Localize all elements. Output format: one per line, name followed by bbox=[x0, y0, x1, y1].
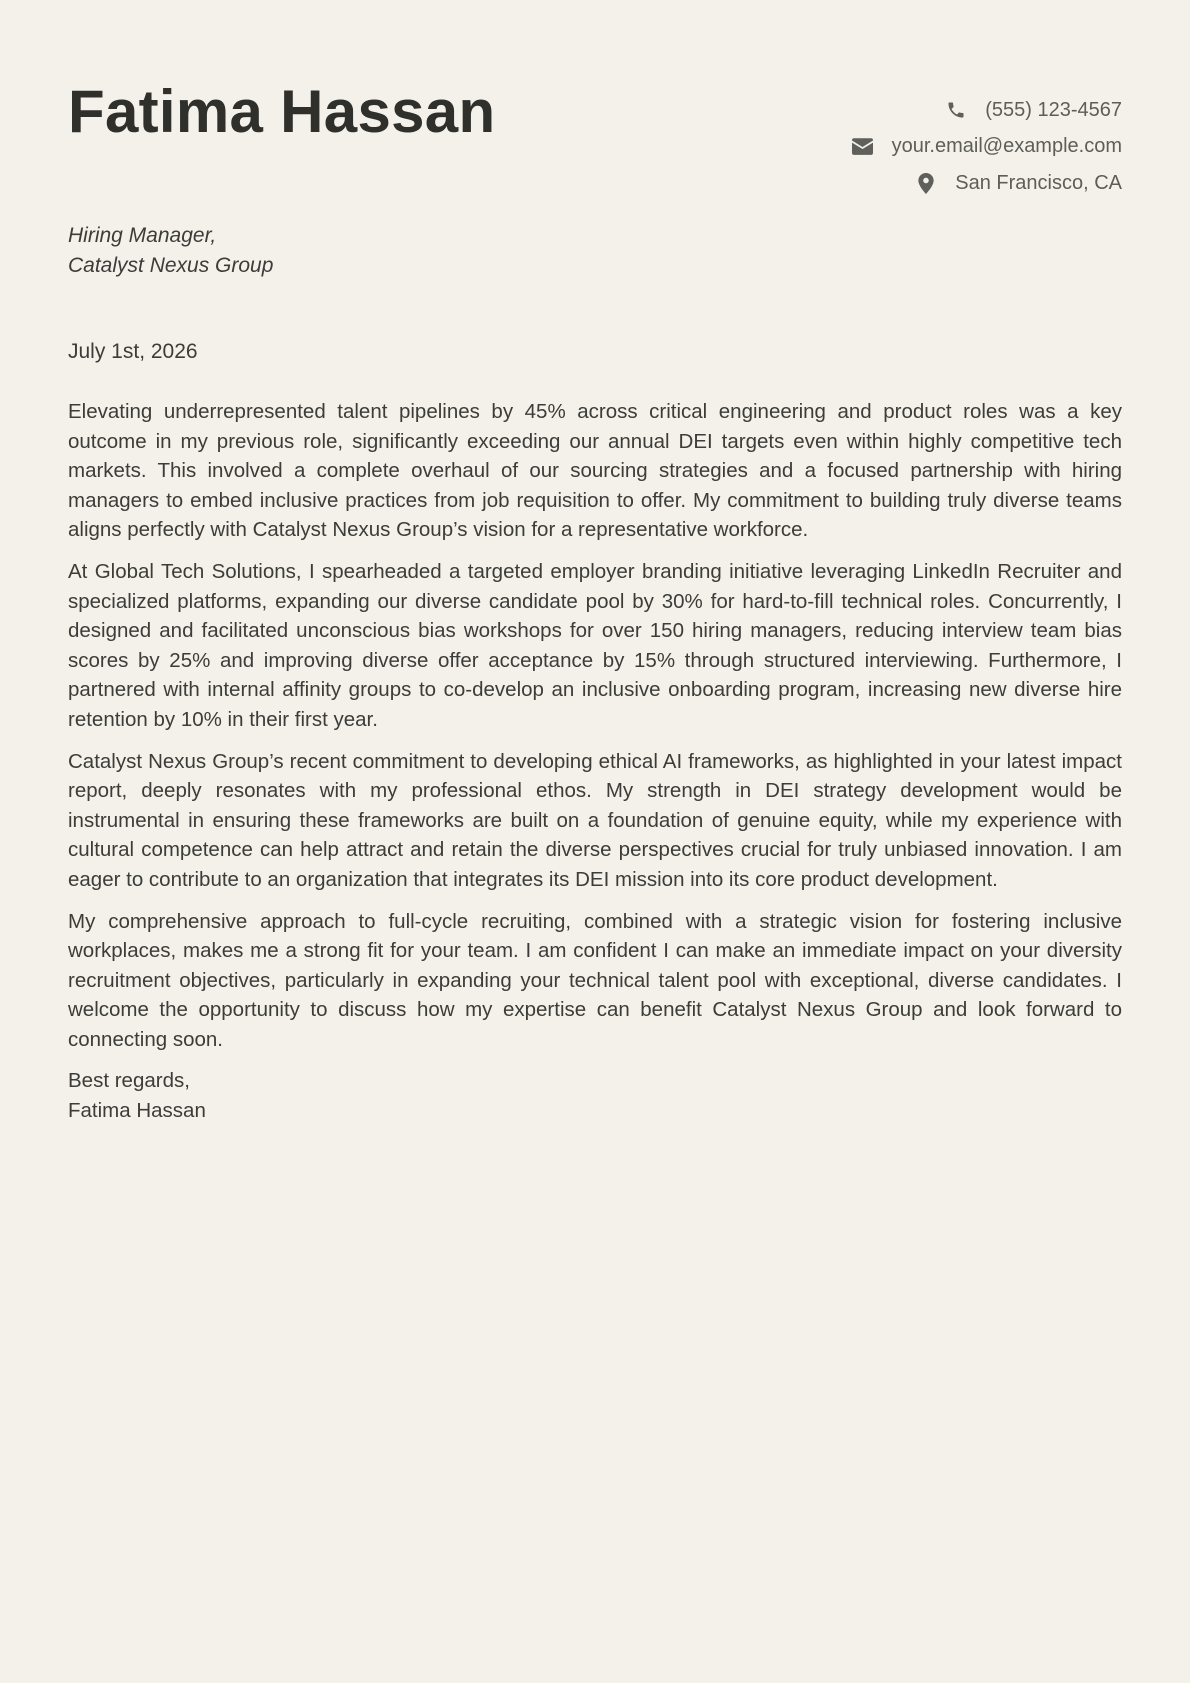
contact-location bbox=[852, 165, 1122, 202]
applicant-name: Fatima Hassan bbox=[68, 78, 496, 145]
recipient-company: Catalyst Nexus Group bbox=[68, 254, 274, 277]
contact-info bbox=[852, 92, 1122, 202]
contact-email bbox=[852, 129, 1122, 166]
letter-header bbox=[68, 0, 1122, 205]
letter-date: July 1st, 2026 bbox=[68, 340, 198, 363]
recipient-title: Hiring Manager, bbox=[68, 224, 217, 247]
phone-text: (555) 123-4567 bbox=[985, 98, 1122, 121]
envelope-icon bbox=[852, 136, 874, 158]
recipient-block bbox=[68, 221, 1122, 281]
closing-salutation: Best regards, bbox=[68, 1069, 190, 1093]
letter-body bbox=[68, 397, 1122, 1054]
map-pin-icon bbox=[915, 172, 937, 194]
email-text: your.email@example.com bbox=[891, 135, 1122, 158]
closing-signature: Fatima Hassan bbox=[68, 1099, 206, 1123]
contact-phone bbox=[852, 92, 1122, 129]
body-paragraph: At Global Tech Solutions, I spearheaded a targeted employer branding initiative leveraging LinkedIn Recruiter and specialized platforms, expanding our diverse candidate pool by 30% for hard-to-fill technical roles. Concurrently, I designed and facilitated unconscious bias workshops for over 150 hiring managers, reducing interview team bias scores by 25% and improving diverse offer acceptance by 15% through structured interviewing. Furthermore, I partnered with internal affinity groups to co-develop an inclusive onboarding program, increasing new diverse hire retention by 10% in their first year. bbox=[68, 559, 1122, 731]
body-paragraph: My comprehensive approach to full-cycle recruiting, combined with a strategic vision for fostering inclusive workplaces, makes me a strong fit for your team. I am confident I can make an immediate impact on your diversity recruitment objectives, particularly in expanding your technical talent pool with exceptional, diverse candidates. I welcome the opportunity to discuss how my expertise can benefit Catalyst Nexus Group and look forward to connecting soon. bbox=[68, 909, 1122, 1051]
location-text: San Francisco, CA bbox=[955, 171, 1122, 194]
letter-closing bbox=[68, 1066, 1122, 1125]
phone-icon bbox=[945, 99, 967, 121]
body-paragraph: Elevating underrepresented talent pipelines by 45% across critical engineering and product roles was a key outcome in my previous role, significantly exceeding our annual DEI targets even within highly competitive tech markets. This involved a complete overhaul of our sourcing strategies and a focused partnership with hiring managers to embed inclusive practices from job requisition to offer. My commitment to building truly diverse teams aligns perfectly with Catalyst Nexus Group’s vision for a representative workforce. bbox=[68, 400, 1122, 542]
body-paragraph: Catalyst Nexus Group’s recent commitment to developing ethical AI frameworks, as highlighted in your latest impact report, deeply resonates with my professional ethos. My strength in DEI strategy development would be instrumental in ensuring these frameworks are built on a foundation of genuine equity, while my experience with cultural competence can help attract and retain the diverse perspectives crucial for truly unbiased innovation. I am eager to contribute to an organization that integrates its DEI mission into its core product development. bbox=[68, 749, 1122, 891]
